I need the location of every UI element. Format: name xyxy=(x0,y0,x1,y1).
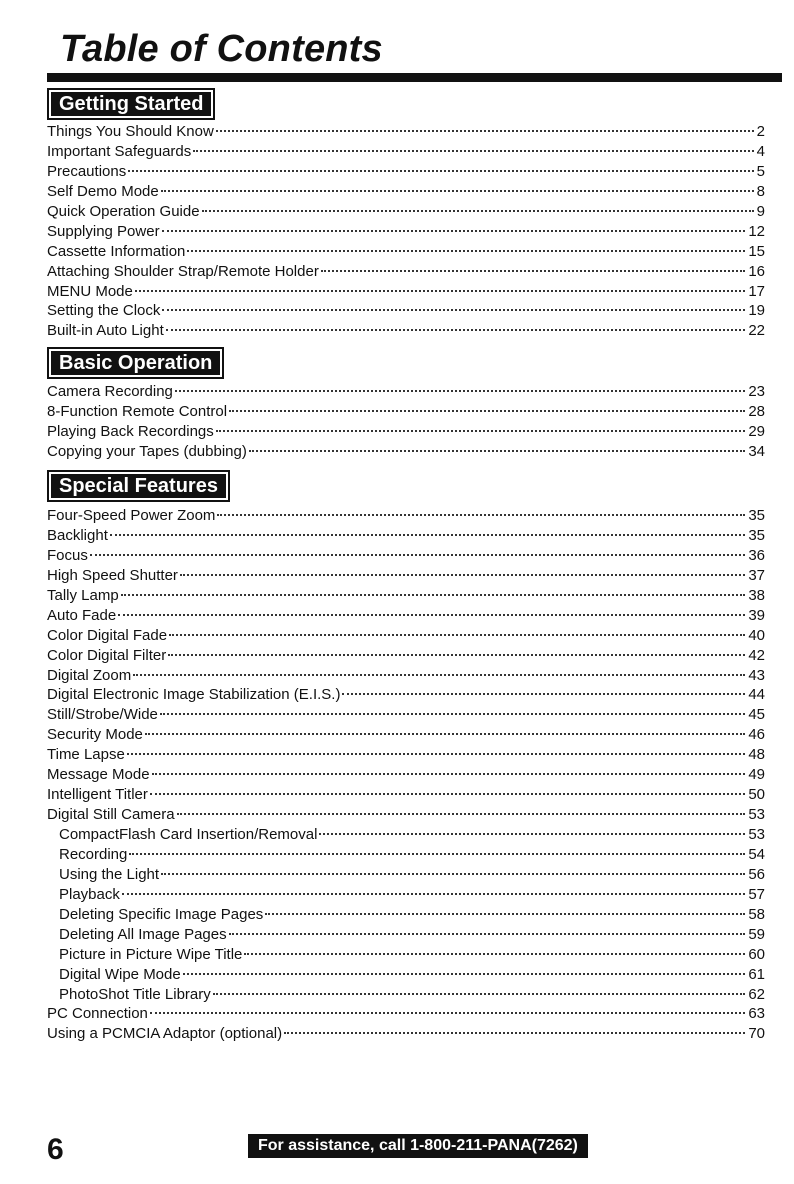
toc-entry xyxy=(47,142,765,162)
toc-entry xyxy=(47,382,765,402)
toc-entry xyxy=(47,845,765,865)
toc-entry xyxy=(47,526,765,546)
toc-entry xyxy=(47,262,765,282)
toc-entry-label: Supplying Power xyxy=(47,222,160,240)
toc-entry-label: Built-in Auto Light xyxy=(47,322,164,340)
toc-entry-page: 35 xyxy=(748,507,765,524)
toc-entry-label: Color Digital Filter xyxy=(47,646,167,664)
dot-leader xyxy=(175,390,745,392)
toc-entry xyxy=(47,202,765,222)
section-heading-basic-operation: Basic Operation xyxy=(47,347,224,379)
toc-entry-page: 53 xyxy=(748,826,765,843)
dot-leader xyxy=(249,450,745,452)
dot-leader xyxy=(162,230,746,232)
dot-leader xyxy=(183,973,746,975)
toc-entry xyxy=(47,586,765,606)
toc-entry xyxy=(47,1024,765,1044)
dot-leader xyxy=(90,554,745,556)
toc-entry-page: 60 xyxy=(748,945,765,963)
toc-entry-label: Auto Fade xyxy=(47,606,117,624)
page-number: 6 xyxy=(47,1133,64,1166)
toc-entry xyxy=(47,162,765,182)
toc-entry-page: 40 xyxy=(748,626,765,644)
dot-leader xyxy=(193,150,753,152)
toc-entry-page: 45 xyxy=(748,706,765,724)
section-heading-special-features: Special Features xyxy=(47,470,230,502)
toc-entry-label: Four-Speed Power Zoom xyxy=(47,507,216,524)
toc-entry-page: 46 xyxy=(748,726,765,744)
dot-leader xyxy=(160,713,745,715)
toc-entry-page: 5 xyxy=(756,162,765,180)
dot-leader xyxy=(284,1032,745,1034)
toc-entry xyxy=(47,925,765,945)
toc-entry-label: Still/Strobe/Wide xyxy=(47,706,158,724)
toc-entry xyxy=(47,182,765,202)
toc-entry-label: Digital Wipe Mode xyxy=(59,965,181,983)
page-title: Table of Contents xyxy=(60,28,383,70)
toc-entry-page: 35 xyxy=(748,526,765,544)
toc-entry-label: CompactFlash Card Insertion/Removal xyxy=(59,826,318,843)
dot-leader xyxy=(152,773,746,775)
dot-leader xyxy=(121,594,746,596)
toc-entry xyxy=(47,705,765,725)
toc-entry-label: Precautions xyxy=(47,162,127,180)
toc-entry-page: 48 xyxy=(748,746,765,764)
toc-entry-page: 16 xyxy=(748,262,765,280)
dot-leader xyxy=(110,534,745,536)
dot-leader xyxy=(161,873,745,875)
dot-leader xyxy=(244,953,745,955)
toc-entry xyxy=(47,885,765,905)
dot-leader xyxy=(150,1012,745,1014)
toc-entry xyxy=(47,1004,765,1024)
toc-entry-page: 2 xyxy=(756,123,765,140)
toc-entry xyxy=(47,825,765,845)
dot-leader xyxy=(342,693,745,695)
toc-entry-page: 4 xyxy=(756,142,765,160)
toc-entry-label: Backlight xyxy=(47,526,108,544)
toc-entry-label: Setting the Clock xyxy=(47,302,161,320)
toc-entry-page: 28 xyxy=(748,402,765,420)
toc-entry-label: Using a PCMCIA Adaptor (optional) xyxy=(47,1025,283,1043)
dot-leader xyxy=(135,290,745,292)
toc-entry xyxy=(47,985,765,1005)
toc-entry xyxy=(47,422,765,442)
dot-leader xyxy=(216,130,754,132)
toc-entry xyxy=(47,805,765,825)
toc-entry-label: Using the Light xyxy=(59,865,160,883)
toc-entry-label: Playback xyxy=(59,885,120,903)
toc-list-basic-operation xyxy=(47,382,765,462)
toc-entry xyxy=(47,242,765,262)
toc-entry-label: MENU Mode xyxy=(47,282,133,300)
dot-leader xyxy=(177,813,746,815)
toc-entry xyxy=(47,745,765,765)
dot-leader xyxy=(129,853,745,855)
dot-leader xyxy=(229,933,746,935)
toc-entry-label: PC Connection xyxy=(47,1005,148,1023)
toc-entry-label: Digital Still Camera xyxy=(47,806,175,824)
toc-entry-label: Intelligent Titler xyxy=(47,786,148,804)
toc-entry xyxy=(47,321,765,341)
toc-entry-label: Deleting Specific Image Pages xyxy=(59,905,264,923)
toc-entry-label: Focus xyxy=(47,546,88,564)
toc-entry-label: Color Digital Fade xyxy=(47,626,168,644)
toc-entry-page: 43 xyxy=(748,666,765,684)
dot-leader xyxy=(122,893,745,895)
assistance-banner: For assistance, call 1-800-211-PANA(7262) xyxy=(248,1134,588,1158)
toc-entry-label: Important Safeguards xyxy=(47,142,192,160)
toc-entry xyxy=(47,865,765,885)
toc-entry-page: 44 xyxy=(748,686,765,704)
toc-entry-page: 61 xyxy=(748,965,765,983)
toc-entry-page: 57 xyxy=(748,885,765,903)
dot-leader xyxy=(128,170,753,172)
toc-entry xyxy=(47,965,765,985)
toc-entry-page: 63 xyxy=(748,1005,765,1023)
toc-entry-page: 15 xyxy=(748,242,765,260)
dot-leader xyxy=(216,430,746,432)
title-rule xyxy=(47,73,782,82)
toc-entry-page: 8 xyxy=(756,182,765,200)
dot-leader xyxy=(180,574,745,576)
toc-entry xyxy=(47,945,765,965)
toc-entry-label: Tally Lamp xyxy=(47,586,119,604)
toc-entry xyxy=(47,402,765,422)
toc-entry xyxy=(47,905,765,925)
toc-entry-page: 42 xyxy=(748,646,765,664)
dot-leader xyxy=(319,833,745,835)
dot-leader xyxy=(145,733,745,735)
toc-entry-page: 9 xyxy=(756,202,765,220)
toc-entry-label: Time Lapse xyxy=(47,746,125,764)
toc-entry-label: Quick Operation Guide xyxy=(47,202,200,220)
toc-entry-label: Digital Zoom xyxy=(47,666,132,684)
toc-entry-label: 8-Function Remote Control xyxy=(47,402,228,420)
toc-entry xyxy=(47,506,765,526)
toc-entry-page: 54 xyxy=(748,845,765,863)
dot-leader xyxy=(168,654,745,656)
toc-entry xyxy=(47,626,765,646)
toc-entry-label: Deleting All Image Pages xyxy=(59,925,227,943)
toc-entry-label: Picture in Picture Wipe Title xyxy=(59,945,243,963)
toc-entry xyxy=(47,546,765,566)
toc-entry xyxy=(47,442,765,462)
toc-entry-page: 53 xyxy=(748,806,765,824)
toc-entry xyxy=(47,122,765,142)
toc-entry-label: Attaching Shoulder Strap/Remote Holder xyxy=(47,262,319,280)
toc-entry-label: PhotoShot Title Library xyxy=(59,985,211,1003)
dot-leader xyxy=(150,793,745,795)
dot-leader xyxy=(229,410,745,412)
toc-entry-page: 12 xyxy=(748,222,765,240)
toc-entry xyxy=(47,222,765,242)
toc-entry-label: High Speed Shutter xyxy=(47,566,178,584)
toc-entry-page: 19 xyxy=(748,302,765,320)
toc-entry xyxy=(47,725,765,745)
toc-entry-label: Message Mode xyxy=(47,766,150,784)
dot-leader xyxy=(187,250,745,252)
toc-entry-label: Things You Should Know xyxy=(47,123,214,140)
toc-entry xyxy=(47,606,765,626)
dot-leader xyxy=(133,674,745,676)
toc-entry-page: 36 xyxy=(748,546,765,564)
toc-entry-page: 50 xyxy=(748,786,765,804)
toc-entry xyxy=(47,765,765,785)
toc-entry-label: Copying your Tapes (dubbing) xyxy=(47,442,247,460)
toc-entry-page: 59 xyxy=(748,925,765,943)
toc-entry-page: 56 xyxy=(748,865,765,883)
toc-entry-page: 17 xyxy=(748,282,765,300)
dot-leader xyxy=(166,329,746,331)
toc-list-getting-started xyxy=(47,122,765,341)
dot-leader xyxy=(118,614,745,616)
toc-entry-page: 34 xyxy=(748,442,765,460)
toc-entry xyxy=(47,301,765,321)
toc-entry-page: 37 xyxy=(748,566,765,584)
toc-entry-page: 62 xyxy=(748,985,765,1003)
dot-leader xyxy=(162,309,745,311)
toc-entry-page: 58 xyxy=(748,905,765,923)
dot-leader xyxy=(265,913,745,915)
toc-entry-page: 49 xyxy=(748,766,765,784)
dot-leader xyxy=(217,514,745,516)
toc-list-special-features xyxy=(47,506,765,1044)
dot-leader xyxy=(161,190,754,192)
toc-entry-label: Cassette Information xyxy=(47,242,186,260)
toc-entry-page: 70 xyxy=(748,1025,765,1043)
toc-entry-page: 23 xyxy=(748,383,765,400)
toc-entry-label: Digital Electronic Image Stabilization (E.I.S.) xyxy=(47,686,341,704)
toc-entry xyxy=(47,646,765,666)
toc-entry-page: 22 xyxy=(748,322,765,340)
toc-entry-label: Recording xyxy=(59,845,128,863)
dot-leader xyxy=(321,270,745,272)
toc-entry-label: Playing Back Recordings xyxy=(47,422,214,440)
toc-entry xyxy=(47,785,765,805)
toc-entry xyxy=(47,282,765,302)
toc-entry-page: 38 xyxy=(748,586,765,604)
dot-leader xyxy=(169,634,745,636)
toc-entry-page: 29 xyxy=(748,422,765,440)
dot-leader xyxy=(202,210,754,212)
toc-entry-label: Camera Recording xyxy=(47,383,173,400)
toc-entry xyxy=(47,566,765,586)
dot-leader xyxy=(213,993,746,995)
toc-entry xyxy=(47,666,765,686)
toc-entry-page: 39 xyxy=(748,606,765,624)
toc-entry-label: Security Mode xyxy=(47,726,143,744)
section-heading-getting-started: Getting Started xyxy=(47,88,215,120)
toc-entry-label: Self Demo Mode xyxy=(47,182,159,200)
toc-entry xyxy=(47,685,765,705)
dot-leader xyxy=(127,753,746,755)
